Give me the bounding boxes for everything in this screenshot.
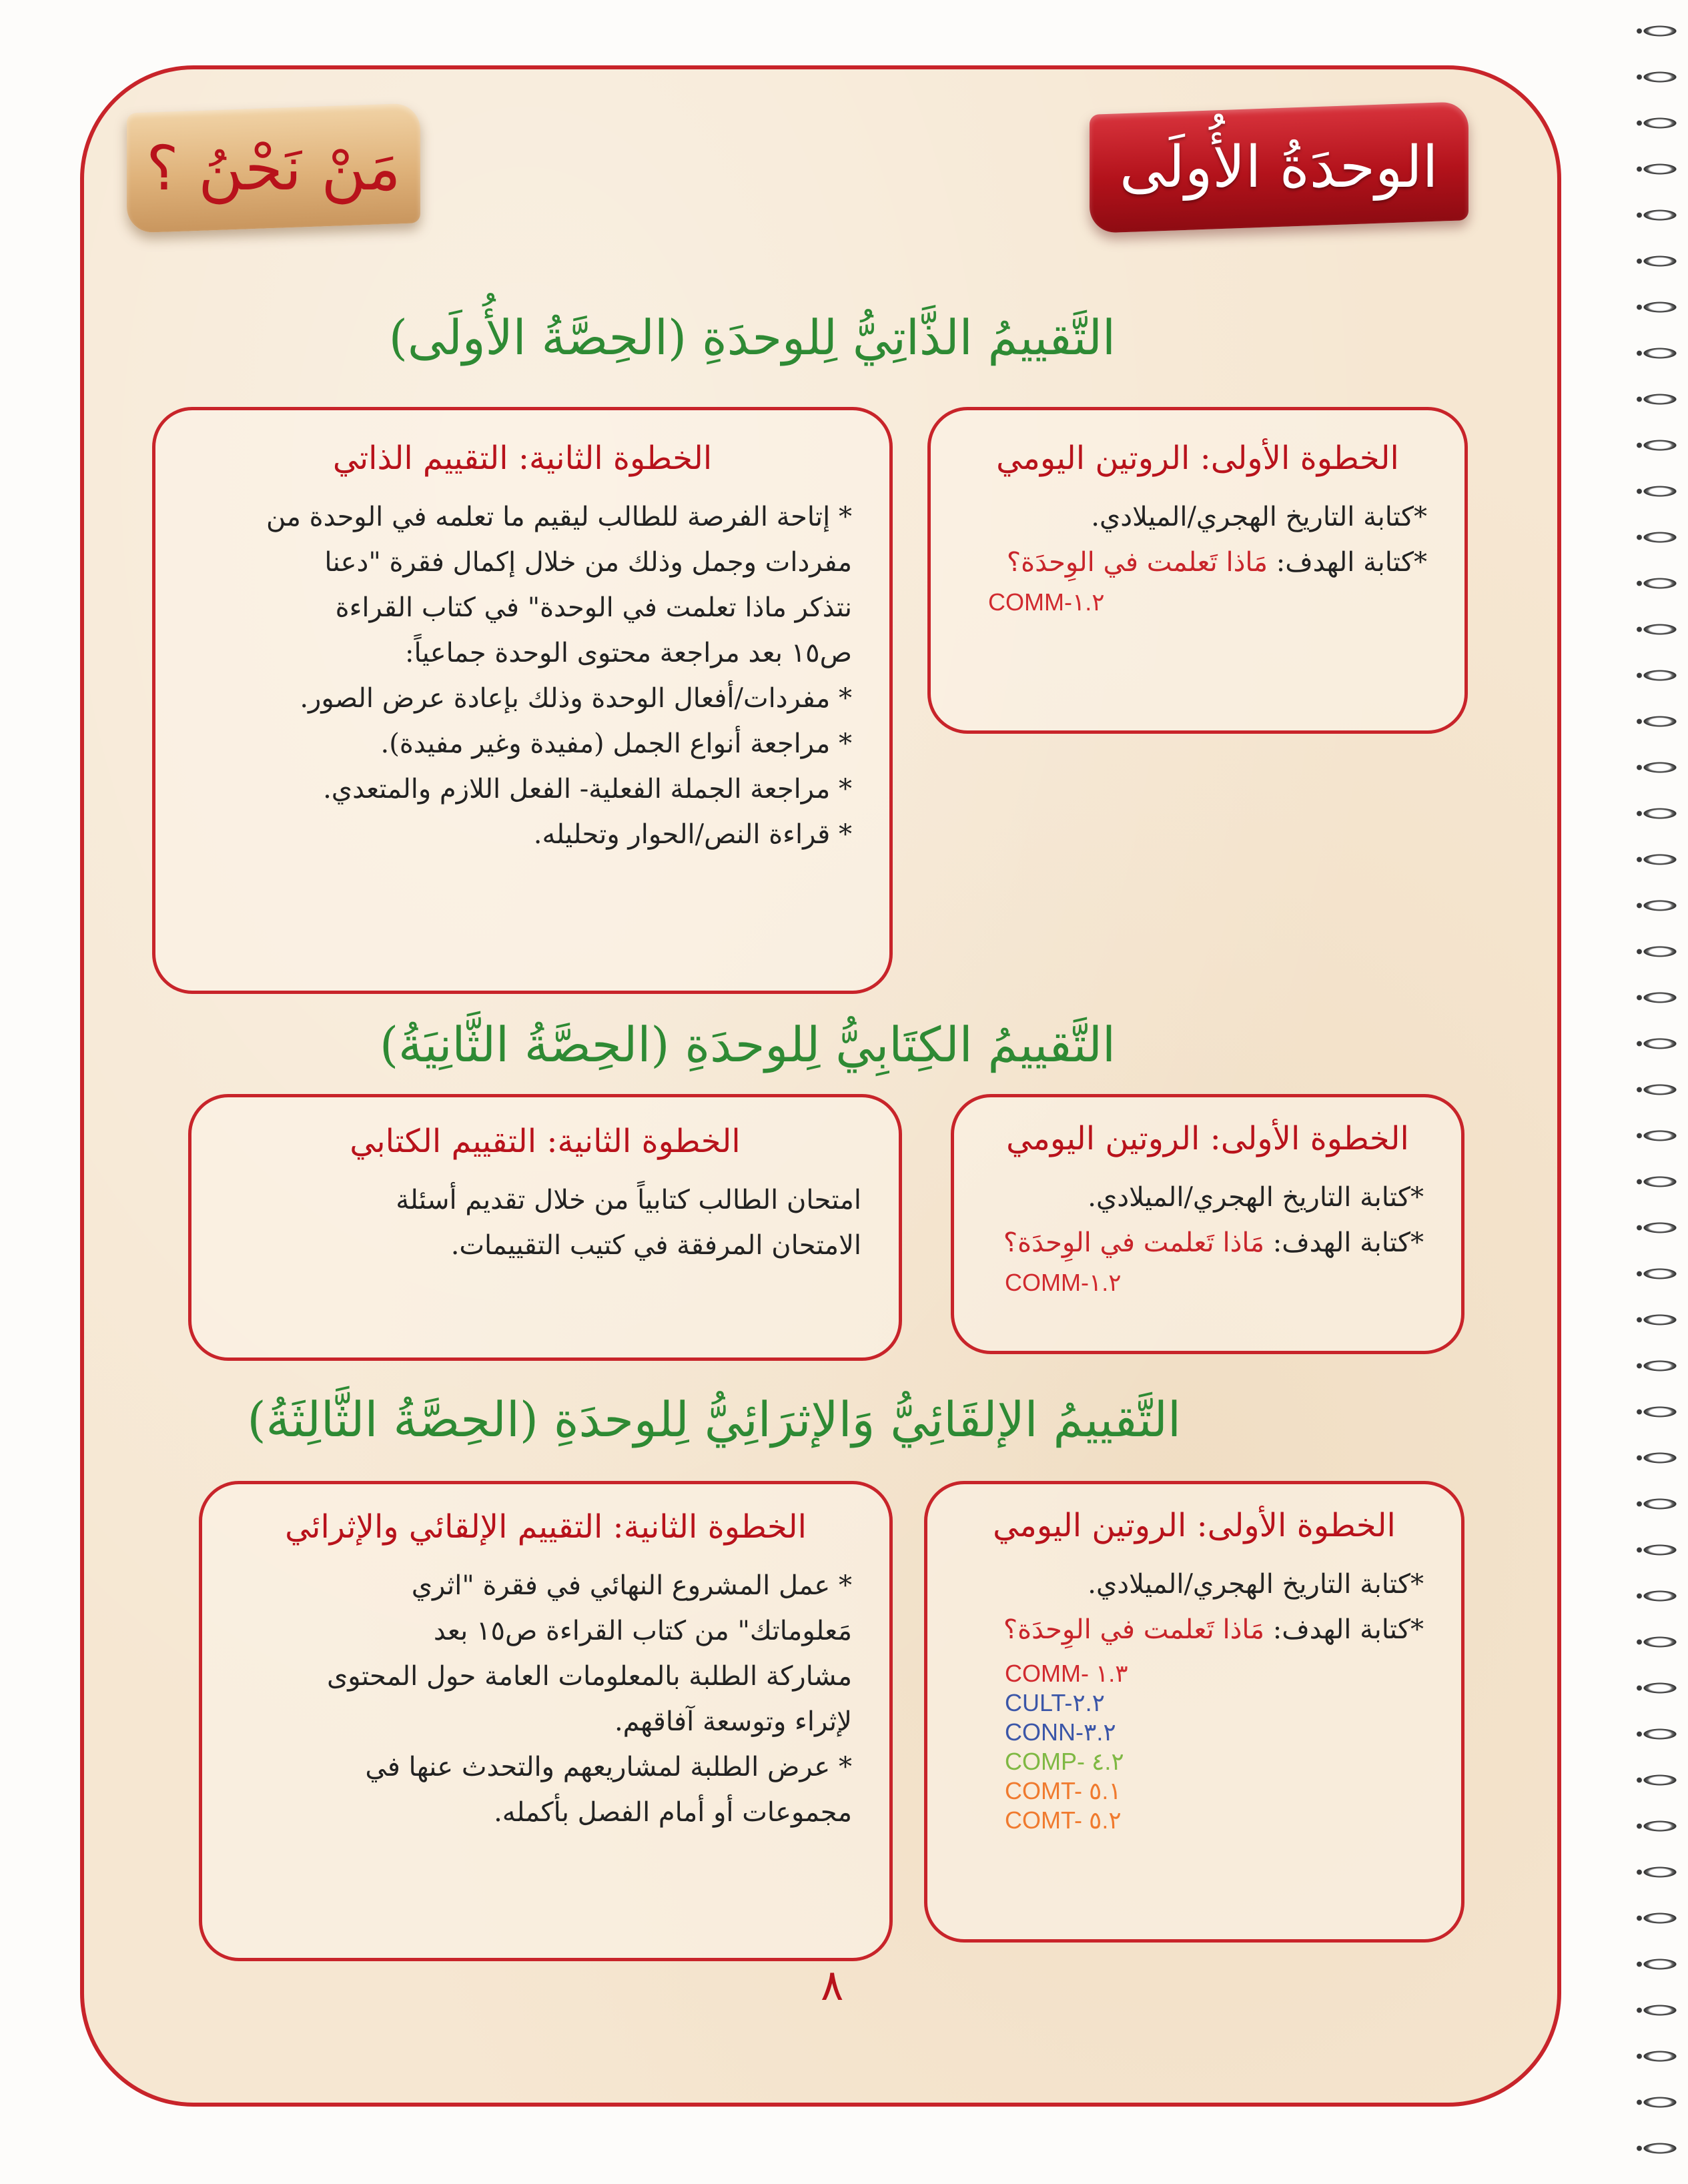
text-line: * إتاحة الفرصة للطالب ليقيم ما تعلمه في الوحدة من	[266, 502, 852, 532]
goal-line: *كتابة الهدف: مَاذا تَعلمت في الوِحدَة؟	[1006, 547, 1427, 578]
page-number: ٨	[821, 1961, 844, 2011]
goal-text: مَاذا تَعلمت في الوِحدَة؟	[1003, 1227, 1265, 1258]
standard-code: COMT- ٥.٢	[1005, 1806, 1122, 1834]
text-line: مجموعات أو أمام الفصل بأكمله.	[494, 1797, 852, 1828]
section-heading: التَّقييمُ الكِتَابِيُّ لِلوحدَةِ (الحِصَّةُ الثَّانِيَةُ)	[379, 1017, 1116, 1073]
step-title: الخطوة الثانية: التقييم الإلقائي والإثرائي	[285, 1508, 807, 1546]
standard-code: CONN-٣.٢	[1005, 1718, 1116, 1746]
text-line: مَعلوماتك" من كتاب القراءة ص١٥ بعد	[433, 1616, 852, 1646]
standard-code: COMM- ١.٣	[1005, 1660, 1128, 1687]
text-line: * عرض الطلبة لمشاريعهم والتحدث عنها في	[365, 1752, 852, 1782]
routine-line: *كتابة التاريخ الهجري/الميلادي.	[1088, 1569, 1424, 1600]
text-line: * قراءة النص/الحوار وتحليله.	[533, 819, 852, 850]
step-two-box	[152, 407, 893, 994]
text-line: الامتحان المرفقة في كتيب التقييمات.	[450, 1230, 861, 1261]
lesson-title: مَنْ نَحْنُ ؟	[146, 132, 401, 204]
standard-codes-list	[1005, 1659, 1424, 1835]
step-title: الخطوة الأولى: الروتين اليومي	[996, 440, 1399, 477]
binding-holes	[1635, 0, 1644, 2184]
section-heading: التَّقييمُ الإلقَائِيُّ وَالإثرَائِيُّ لِلوحدَةِ (الحِصَّةُ الثَّالِثَةُ)	[247, 1392, 1181, 1448]
step-title: الخطوة الأولى: الروتين اليومي	[1006, 1120, 1409, 1157]
routine-line: *كتابة التاريخ الهجري/الميلادي.	[1088, 1182, 1424, 1213]
step-title: الخطوة الأولى: الروتين اليومي	[993, 1507, 1396, 1544]
step-title: الخطوة الثانية: التقييم الكتابي	[350, 1123, 741, 1160]
lesson-title-banner	[127, 103, 420, 233]
text-line: نتذكر ماذا تعلمت في الوحدة" في كتاب القراءة	[335, 592, 852, 623]
text-line: مفردات وجمل وذلك من خلال إكمال فقرة "دعنا	[324, 547, 852, 578]
routine-line: *كتابة التاريخ الهجري/الميلادي.	[1091, 502, 1427, 532]
step-two-box	[199, 1481, 893, 1961]
section-heading: التَّقييمُ الذَّاتِيُّ لِلوحدَةِ (الحِصَّةُ الأُولَى)	[388, 310, 1116, 366]
goal-line: *كتابة الهدف: مَاذا تَعلمت في الوِحدَة؟	[1003, 1227, 1424, 1258]
goal-line: *كتابة الهدف: مَاذا تَعلمت في الوِحدَة؟	[1003, 1614, 1424, 1645]
step-one-box	[927, 407, 1468, 734]
step-one-box	[951, 1094, 1464, 1354]
standard-code: COMT- ٥.١	[1005, 1777, 1122, 1804]
unit-title-banner	[1090, 101, 1468, 233]
goal-text: مَاذا تَعلمت في الوِحدَة؟	[1006, 547, 1268, 578]
standard-code: COMM-١.٢	[988, 588, 1105, 616]
text-line: * عمل المشروع النهائي في فقرة "اثري	[411, 1570, 852, 1601]
text-line: * مفردات/أفعال الوحدة وذلك بإعادة عرض الصور.	[300, 683, 852, 714]
text-line: ص١٥ بعد مراجعة محتوى الوحدة جماعياً:	[405, 638, 852, 668]
standard-code: COMP- ٤.٢	[1005, 1748, 1124, 1775]
unit-title: الوحدَةُ الأُولَى	[1120, 134, 1438, 201]
text-line: مشاركة الطلبة بالمعلومات العامة حول المحتوى	[326, 1661, 852, 1692]
step-title: الخطوة الثانية: التقييم الذاتي	[332, 440, 713, 477]
text-line: امتحان الطالب كتابياً من خلال تقديم أسئلة	[396, 1185, 861, 1215]
standard-code: CULT-٢.٢	[1005, 1689, 1106, 1716]
text-line: * مراجعة الجملة الفعلية- الفعل اللازم والمتعدي.	[323, 774, 852, 804]
text-line: * مراجعة أنواع الجمل (مفيدة وغير مفيدة).	[380, 728, 852, 759]
goal-text: مَاذا تَعلمت في الوِحدَة؟	[1003, 1614, 1265, 1645]
step-two-box	[188, 1094, 902, 1361]
step-one-box	[924, 1481, 1464, 1943]
standard-code: COMM-١.٢	[1005, 1269, 1122, 1296]
text-line: لإثراء وتوسعة آفاقهم.	[614, 1706, 852, 1737]
